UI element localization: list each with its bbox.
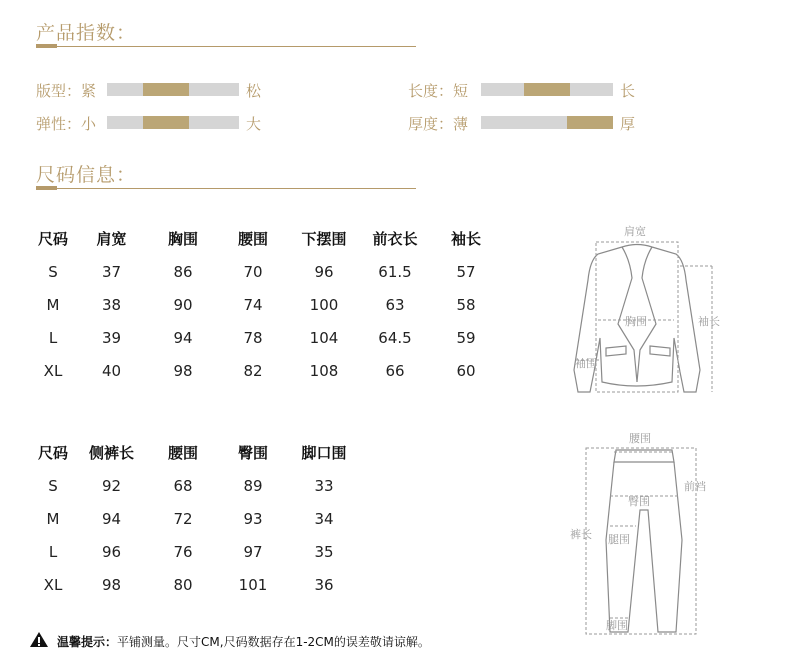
table-cell: 57: [456, 262, 476, 281]
table-cell: 72: [173, 509, 193, 528]
table-cell: M: [46, 295, 60, 314]
index-high-label: 松: [246, 82, 262, 100]
table-cell: 108: [309, 361, 339, 380]
product-index-title: 产品指数：: [36, 22, 137, 44]
table-cell: 89: [243, 476, 263, 495]
size-info-title: 尺码信息：: [36, 164, 137, 186]
index-bar-fill: [524, 83, 570, 96]
table-header: 腰围: [237, 230, 268, 248]
table-cell: 33: [314, 476, 334, 495]
chest-label: 胸围: [625, 315, 647, 328]
table-cell: 68: [173, 476, 193, 495]
table-cell: M: [46, 509, 60, 528]
table-cell: 39: [101, 328, 122, 347]
pants-size-table: [32, 436, 359, 601]
index-bar: [107, 116, 239, 129]
table-cell: 94: [101, 509, 122, 528]
index-bar-fill: [567, 116, 613, 129]
table-cell: 37: [101, 262, 122, 281]
table-cell: 40: [101, 361, 122, 380]
table-cell: 38: [101, 295, 122, 314]
table-cell: XL: [43, 575, 63, 594]
table-cell: 59: [456, 328, 476, 347]
cuff-label: 袖围: [575, 357, 597, 370]
table-header: 肩宽: [96, 230, 127, 248]
table-cell: 36: [314, 575, 334, 594]
table-header: 尺码: [37, 444, 68, 462]
table-cell: 94: [173, 328, 193, 347]
shoulder-label: 肩宽: [624, 225, 646, 238]
table-header: 袖长: [450, 230, 481, 248]
table-header: 臀围: [237, 444, 268, 462]
table-header-row: [32, 436, 359, 469]
table-cell: 60: [456, 361, 476, 380]
table-header-row: [32, 222, 501, 255]
table-cell: 61.5: [378, 262, 412, 281]
hip-label: 臀围: [628, 495, 650, 508]
table-cell: S: [48, 476, 58, 495]
table-header: 腰围: [167, 444, 198, 462]
table-cell: S: [48, 262, 58, 281]
index-label: 弹性：小: [36, 115, 97, 133]
table-cell: 96: [101, 542, 122, 561]
index-label: 长度：短: [408, 82, 469, 100]
table-header: 下摆围: [301, 230, 347, 248]
title-divider: [36, 46, 416, 47]
table-header: 脚口围: [301, 444, 347, 462]
table-header: 侧裤长: [88, 444, 134, 462]
table-row: [32, 288, 501, 321]
sleeve-label: 袖长: [698, 315, 720, 328]
index-label: 厚度：薄: [408, 115, 469, 133]
table-cell: 66: [385, 361, 405, 380]
index-bar: [481, 116, 613, 129]
index-high-label: 厚: [620, 115, 636, 133]
index-bar: [107, 83, 239, 96]
table-cell: 63: [385, 295, 405, 314]
table-row: [32, 568, 359, 601]
index-high-label: 长: [620, 82, 636, 100]
table-cell: 74: [243, 295, 263, 314]
thigh-label: 腿围: [608, 533, 630, 546]
table-cell: XL: [43, 361, 63, 380]
waist-label: 腰围: [629, 432, 651, 445]
table-cell: 98: [173, 361, 193, 380]
warning-icon: [29, 631, 49, 648]
measurement-note: [57, 633, 430, 650]
index-high-label: 大: [246, 115, 262, 133]
table-cell: 86: [173, 262, 193, 281]
table-row: [32, 502, 359, 535]
table-row: [32, 321, 501, 354]
table-cell: 101: [238, 575, 268, 594]
table-cell: 98: [101, 575, 122, 594]
note-prefix: 温馨提示：: [57, 635, 118, 649]
length-label: 裤长: [570, 528, 592, 541]
table-cell: 93: [243, 509, 263, 528]
table-cell: 64.5: [378, 328, 412, 347]
hem-label: 脚围: [606, 619, 628, 632]
table-cell: 96: [314, 262, 334, 281]
table-cell: 104: [309, 328, 339, 347]
table-cell: 70: [243, 262, 263, 281]
table-cell: 100: [309, 295, 339, 314]
jacket-size-table: [32, 222, 501, 387]
rise-label: 前裆: [684, 480, 706, 493]
table-cell: L: [48, 542, 58, 561]
table-cell: 58: [456, 295, 476, 314]
table-cell: 80: [173, 575, 193, 594]
table-cell: 35: [314, 542, 334, 561]
table-cell: 90: [173, 295, 193, 314]
table-header: 尺码: [37, 230, 68, 248]
table-row: [32, 535, 359, 568]
table-header: 前衣长: [372, 230, 418, 248]
index-bar-fill: [143, 83, 189, 96]
index-label: 版型：紧: [36, 82, 97, 100]
table-header: 胸围: [167, 230, 198, 248]
table-cell: 34: [314, 509, 334, 528]
note-text: 平铺测量。尺寸CM,尺码数据存在1-2CM的误差敬请谅解。: [117, 635, 430, 649]
index-bar: [481, 83, 613, 96]
table-row: [32, 255, 501, 288]
table-cell: 78: [243, 328, 263, 347]
title-divider: [36, 188, 416, 189]
table-cell: 76: [173, 542, 193, 561]
table-cell: L: [48, 328, 58, 347]
index-bar-fill: [143, 116, 189, 129]
table-row: [32, 469, 359, 502]
table-cell: 92: [101, 476, 122, 495]
table-cell: 97: [243, 542, 263, 561]
table-cell: 82: [243, 361, 263, 380]
table-row: [32, 354, 501, 387]
